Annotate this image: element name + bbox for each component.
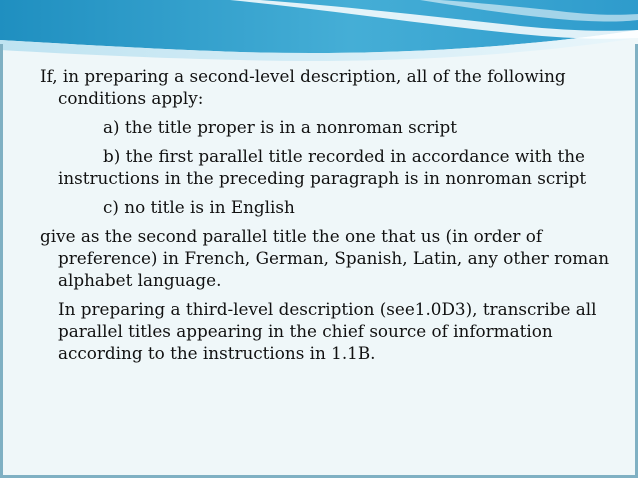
paragraph-6-line-2: parallel titles appearing in the chief source of information (58, 321, 553, 341)
condition-b-line-1: b) the first parallel title recorded in accordance with the (103, 146, 585, 166)
paragraph-6-line-1: In preparing a third-level description (see1.0D3), transcribe all (58, 299, 597, 319)
paragraph-5-line-2: preference) in French, German, Spanish, Latin, any other roman (58, 248, 610, 268)
condition-c: c) no title is in English (103, 197, 295, 217)
paragraph-6-line-3: according to the instructions in 1.1B. (58, 343, 376, 363)
condition-b-line-2: instructions in the preceding paragraph is in nonroman script (58, 168, 587, 188)
paragraph-1-line-1: If, in preparing a second-level description, all of the following (40, 66, 566, 86)
paragraph-1-line-2: conditions apply: (58, 88, 204, 108)
frame-left-border (0, 44, 3, 478)
condition-a: a) the title proper is in a nonroman script (103, 117, 458, 137)
header-wave-decoration (0, 0, 638, 70)
paragraph-5-line-3: alphabet language. (58, 270, 222, 290)
paragraph-5-line-1: give as the second parallel title the one that us (in order of (40, 226, 543, 246)
